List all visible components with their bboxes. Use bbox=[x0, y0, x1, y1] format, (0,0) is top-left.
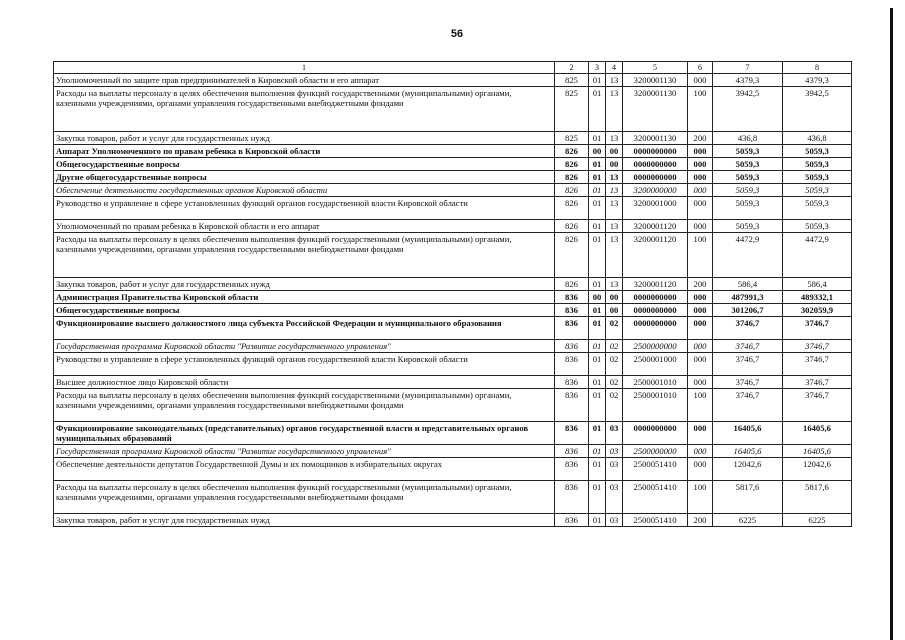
row-code-4: 03 bbox=[606, 458, 623, 481]
row-code-5: 2500001000 bbox=[623, 353, 688, 376]
header-row bbox=[54, 62, 852, 74]
row-code-6: 000 bbox=[688, 220, 713, 233]
table-row bbox=[54, 158, 852, 171]
row-name: Уполномоченный по правам ребенка в Кировской области и его аппарат bbox=[54, 220, 555, 233]
table-row bbox=[54, 353, 852, 376]
budget-table bbox=[53, 61, 852, 527]
row-code-5: 0000000000 bbox=[623, 317, 688, 340]
row-code-2: 836 bbox=[555, 481, 589, 514]
row-code-3: 01 bbox=[589, 158, 606, 171]
row-code-3: 01 bbox=[589, 445, 606, 458]
row-code-6: 000 bbox=[688, 197, 713, 220]
row-value-7: 3746,7 bbox=[713, 389, 783, 422]
row-code-3: 01 bbox=[589, 514, 606, 527]
row-code-3: 01 bbox=[589, 353, 606, 376]
row-name: Функционирование высшего должностного лица субъекта Российской Федерации и муниципального образования bbox=[54, 317, 555, 340]
row-value-8: 3746,7 bbox=[783, 353, 852, 376]
row-code-6: 000 bbox=[688, 158, 713, 171]
row-code-4: 13 bbox=[606, 171, 623, 184]
row-code-4: 03 bbox=[606, 514, 623, 527]
column-header-8: 8 bbox=[783, 62, 852, 74]
row-name: Руководство и управление в сфере установленных функций органов государственной власти Кировской области bbox=[54, 353, 555, 376]
row-code-2: 826 bbox=[555, 197, 589, 220]
table-row bbox=[54, 278, 852, 291]
row-code-2: 826 bbox=[555, 171, 589, 184]
row-value-7: 487991,3 bbox=[713, 291, 783, 304]
row-code-4: 13 bbox=[606, 278, 623, 291]
row-code-5: 3200001130 bbox=[623, 87, 688, 132]
table-row bbox=[54, 304, 852, 317]
row-code-4: 02 bbox=[606, 340, 623, 353]
row-code-5: 3200001000 bbox=[623, 197, 688, 220]
row-code-4: 13 bbox=[606, 87, 623, 132]
row-value-8: 489332,1 bbox=[783, 291, 852, 304]
row-name: Государственная программа Кировской области "Развитие государственного управления" bbox=[54, 340, 555, 353]
row-code-4: 03 bbox=[606, 422, 623, 445]
row-code-4: 03 bbox=[606, 445, 623, 458]
row-code-5: 2500000000 bbox=[623, 340, 688, 353]
row-value-8: 3746,7 bbox=[783, 317, 852, 340]
row-code-4: 00 bbox=[606, 291, 623, 304]
row-value-7: 6225 bbox=[713, 514, 783, 527]
column-header-5: 5 bbox=[623, 62, 688, 74]
row-value-7: 5817,6 bbox=[713, 481, 783, 514]
row-value-8: 3746,7 bbox=[783, 376, 852, 389]
table-row bbox=[54, 376, 852, 389]
row-value-7: 3746,7 bbox=[713, 376, 783, 389]
row-name: Аппарат Уполномоченного по правам ребенка в Кировской области bbox=[54, 145, 555, 158]
row-code-4: 00 bbox=[606, 158, 623, 171]
row-code-6: 000 bbox=[688, 445, 713, 458]
page-number: 56 bbox=[450, 28, 464, 40]
row-value-7: 5059,3 bbox=[713, 220, 783, 233]
row-code-5: 2500051410 bbox=[623, 458, 688, 481]
row-code-6: 000 bbox=[688, 340, 713, 353]
row-name: Общегосударственные вопросы bbox=[54, 158, 555, 171]
row-code-5: 3200001130 bbox=[623, 74, 688, 87]
row-value-8: 5059,3 bbox=[783, 184, 852, 197]
row-code-5: 2500001010 bbox=[623, 376, 688, 389]
row-name: Высшее должностное лицо Кировской области bbox=[54, 376, 555, 389]
row-value-7: 586,4 bbox=[713, 278, 783, 291]
row-code-2: 836 bbox=[555, 353, 589, 376]
row-code-2: 836 bbox=[555, 304, 589, 317]
row-code-4: 03 bbox=[606, 481, 623, 514]
row-code-2: 836 bbox=[555, 422, 589, 445]
row-code-6: 200 bbox=[688, 278, 713, 291]
table-header bbox=[54, 62, 852, 74]
row-code-6: 000 bbox=[688, 317, 713, 340]
row-code-3: 01 bbox=[589, 389, 606, 422]
row-code-6: 000 bbox=[688, 291, 713, 304]
table-row bbox=[54, 389, 852, 422]
row-code-3: 01 bbox=[589, 458, 606, 481]
table-row bbox=[54, 184, 852, 197]
row-value-7: 5059,3 bbox=[713, 184, 783, 197]
column-header-6: 6 bbox=[688, 62, 713, 74]
row-name: Функционирование законодательных (представительных) органов государственной власти и представительных органов муниципальных образований bbox=[54, 422, 555, 445]
row-value-7: 3746,7 bbox=[713, 353, 783, 376]
row-value-7: 3746,7 bbox=[713, 340, 783, 353]
row-value-7: 436,8 bbox=[713, 132, 783, 145]
row-code-6: 000 bbox=[688, 74, 713, 87]
table-row bbox=[54, 445, 852, 458]
row-value-8: 5059,3 bbox=[783, 197, 852, 220]
row-value-8: 16405,6 bbox=[783, 422, 852, 445]
row-name: Закупка товаров, работ и услуг для государственных нужд bbox=[54, 514, 555, 527]
row-code-3: 01 bbox=[589, 184, 606, 197]
row-value-8: 12042,6 bbox=[783, 458, 852, 481]
row-value-8: 5059,3 bbox=[783, 171, 852, 184]
row-name: Обеспечение деятельности государственных органов Кировской области bbox=[54, 184, 555, 197]
row-code-6: 000 bbox=[688, 184, 713, 197]
row-code-5: 3200001120 bbox=[623, 233, 688, 278]
row-code-6: 000 bbox=[688, 376, 713, 389]
column-header-3: 3 bbox=[589, 62, 606, 74]
row-name: Расходы на выплаты персоналу в целях обеспечения выполнения функций государственными (муниципальными) органами, казенными учреждениями, органами управления государственными внебюджетными фондами bbox=[54, 87, 555, 132]
row-code-5: 0000000000 bbox=[623, 304, 688, 317]
row-code-2: 836 bbox=[555, 317, 589, 340]
row-value-7: 5059,3 bbox=[713, 158, 783, 171]
table-row bbox=[54, 317, 852, 340]
row-code-5: 3200001130 bbox=[623, 132, 688, 145]
row-value-7: 12042,6 bbox=[713, 458, 783, 481]
row-code-4: 02 bbox=[606, 376, 623, 389]
row-code-2: 836 bbox=[555, 389, 589, 422]
row-code-6: 200 bbox=[688, 514, 713, 527]
row-name: Руководство и управление в сфере установленных функций органов государственной власти Кировской области bbox=[54, 197, 555, 220]
table-row bbox=[54, 340, 852, 353]
row-value-7: 5059,3 bbox=[713, 171, 783, 184]
row-code-2: 836 bbox=[555, 514, 589, 527]
row-name: Закупка товаров, работ и услуг для государственных нужд bbox=[54, 278, 555, 291]
row-code-5: 0000000000 bbox=[623, 171, 688, 184]
row-code-3: 01 bbox=[589, 74, 606, 87]
table-row bbox=[54, 220, 852, 233]
row-value-7: 4379,3 bbox=[713, 74, 783, 87]
row-name: Уполномоченный по защите прав предпринимателей в Кировской области и его аппарат bbox=[54, 74, 555, 87]
row-code-2: 836 bbox=[555, 340, 589, 353]
row-code-3: 01 bbox=[589, 220, 606, 233]
row-code-3: 01 bbox=[589, 304, 606, 317]
row-code-4: 13 bbox=[606, 184, 623, 197]
row-code-2: 826 bbox=[555, 278, 589, 291]
row-code-6: 000 bbox=[688, 458, 713, 481]
row-code-3: 01 bbox=[589, 87, 606, 132]
table-body bbox=[54, 74, 852, 527]
table-row bbox=[54, 145, 852, 158]
row-code-2: 826 bbox=[555, 184, 589, 197]
table-row bbox=[54, 233, 852, 278]
scan-edge-bar bbox=[890, 8, 893, 640]
row-code-5: 2500051410 bbox=[623, 514, 688, 527]
row-code-2: 825 bbox=[555, 74, 589, 87]
table-row bbox=[54, 291, 852, 304]
row-name: Обеспечение деятельности депутатов Государственной Думы и их помощников в избирательных округах bbox=[54, 458, 555, 481]
row-name: Администрация Правительства Кировской области bbox=[54, 291, 555, 304]
row-value-8: 4472,9 bbox=[783, 233, 852, 278]
row-value-7: 3942,5 bbox=[713, 87, 783, 132]
row-value-8: 5059,3 bbox=[783, 220, 852, 233]
row-code-3: 01 bbox=[589, 317, 606, 340]
row-value-8: 5817,6 bbox=[783, 481, 852, 514]
row-value-7: 16405,6 bbox=[713, 422, 783, 445]
row-code-2: 826 bbox=[555, 233, 589, 278]
row-code-3: 00 bbox=[589, 145, 606, 158]
column-header-2: 2 bbox=[555, 62, 589, 74]
row-code-2: 836 bbox=[555, 376, 589, 389]
row-code-2: 825 bbox=[555, 87, 589, 132]
column-header-4: 4 bbox=[606, 62, 623, 74]
table-row bbox=[54, 87, 852, 132]
row-code-5: 2500001010 bbox=[623, 389, 688, 422]
row-code-3: 00 bbox=[589, 291, 606, 304]
table-row bbox=[54, 422, 852, 445]
row-name: Общегосударственные вопросы bbox=[54, 304, 555, 317]
row-name: Другие общегосударственные вопросы bbox=[54, 171, 555, 184]
row-code-6: 000 bbox=[688, 304, 713, 317]
table-row bbox=[54, 481, 852, 514]
row-code-5: 0000000000 bbox=[623, 291, 688, 304]
row-code-4: 13 bbox=[606, 197, 623, 220]
row-value-7: 301206,7 bbox=[713, 304, 783, 317]
row-code-2: 836 bbox=[555, 458, 589, 481]
table-row bbox=[54, 458, 852, 481]
row-value-8: 3942,5 bbox=[783, 87, 852, 132]
row-value-7: 5059,3 bbox=[713, 197, 783, 220]
row-code-3: 01 bbox=[589, 340, 606, 353]
row-code-4: 00 bbox=[606, 145, 623, 158]
row-code-5: 0000000000 bbox=[623, 422, 688, 445]
row-code-5: 2500051410 bbox=[623, 481, 688, 514]
row-code-4: 02 bbox=[606, 353, 623, 376]
row-value-8: 5059,3 bbox=[783, 145, 852, 158]
row-value-7: 3746,7 bbox=[713, 317, 783, 340]
row-value-8: 5059,3 bbox=[783, 158, 852, 171]
row-name: Расходы на выплаты персоналу в целях обеспечения выполнения функций государственными (муниципальными) органами, казенными учреждениями, органами управления государственными внебюджетными фондами bbox=[54, 389, 555, 422]
row-code-5: 0000000000 bbox=[623, 158, 688, 171]
row-value-7: 5059,3 bbox=[713, 145, 783, 158]
row-code-4: 13 bbox=[606, 132, 623, 145]
row-code-3: 01 bbox=[589, 376, 606, 389]
row-code-5: 3200001120 bbox=[623, 278, 688, 291]
row-code-5: 0000000000 bbox=[623, 145, 688, 158]
row-value-8: 4379,3 bbox=[783, 74, 852, 87]
table-row bbox=[54, 171, 852, 184]
row-code-6: 000 bbox=[688, 171, 713, 184]
row-value-7: 4472,9 bbox=[713, 233, 783, 278]
row-name: Расходы на выплаты персоналу в целях обеспечения выполнения функций государственными (муниципальными) органами, казенными учреждениями, органами управления государственными внебюджетными фондами bbox=[54, 481, 555, 514]
row-code-4: 13 bbox=[606, 220, 623, 233]
row-code-4: 13 bbox=[606, 74, 623, 87]
row-code-6: 100 bbox=[688, 389, 713, 422]
row-code-5: 2500000000 bbox=[623, 445, 688, 458]
row-code-6: 100 bbox=[688, 481, 713, 514]
row-code-3: 01 bbox=[589, 481, 606, 514]
row-code-3: 01 bbox=[589, 197, 606, 220]
row-code-3: 01 bbox=[589, 422, 606, 445]
row-value-8: 302059,9 bbox=[783, 304, 852, 317]
row-code-6: 000 bbox=[688, 353, 713, 376]
table-row bbox=[54, 132, 852, 145]
row-code-5: 3200000000 bbox=[623, 184, 688, 197]
row-code-2: 825 bbox=[555, 132, 589, 145]
row-code-6: 100 bbox=[688, 233, 713, 278]
row-code-4: 02 bbox=[606, 389, 623, 422]
row-code-3: 01 bbox=[589, 132, 606, 145]
row-code-2: 836 bbox=[555, 445, 589, 458]
row-value-8: 16405,6 bbox=[783, 445, 852, 458]
row-value-8: 6225 bbox=[783, 514, 852, 527]
row-value-8: 586,4 bbox=[783, 278, 852, 291]
row-code-6: 000 bbox=[688, 145, 713, 158]
row-code-4: 13 bbox=[606, 233, 623, 278]
row-value-8: 3746,7 bbox=[783, 340, 852, 353]
row-name: Закупка товаров, работ и услуг для государственных нужд bbox=[54, 132, 555, 145]
row-value-8: 436,8 bbox=[783, 132, 852, 145]
table-row bbox=[54, 514, 852, 527]
row-code-4: 00 bbox=[606, 304, 623, 317]
row-code-3: 01 bbox=[589, 233, 606, 278]
row-name: Государственная программа Кировской области "Развитие государственного управления" bbox=[54, 445, 555, 458]
row-code-2: 836 bbox=[555, 291, 589, 304]
table-row bbox=[54, 74, 852, 87]
row-value-7: 16405,6 bbox=[713, 445, 783, 458]
row-value-8: 3746,7 bbox=[783, 389, 852, 422]
row-code-3: 01 bbox=[589, 171, 606, 184]
column-header-1: 1 bbox=[54, 62, 555, 74]
column-header-7: 7 bbox=[713, 62, 783, 74]
row-code-6: 000 bbox=[688, 422, 713, 445]
row-code-2: 826 bbox=[555, 158, 589, 171]
row-code-3: 01 bbox=[589, 278, 606, 291]
row-code-6: 100 bbox=[688, 87, 713, 132]
row-code-6: 200 bbox=[688, 132, 713, 145]
row-code-2: 826 bbox=[555, 145, 589, 158]
row-code-5: 3200001120 bbox=[623, 220, 688, 233]
row-name: Расходы на выплаты персоналу в целях обеспечения выполнения функций государственными (муниципальными) органами, казенными учреждениями, органами управления государственными внебюджетными фондами bbox=[54, 233, 555, 278]
table-row bbox=[54, 197, 852, 220]
row-code-4: 02 bbox=[606, 317, 623, 340]
row-code-2: 826 bbox=[555, 220, 589, 233]
